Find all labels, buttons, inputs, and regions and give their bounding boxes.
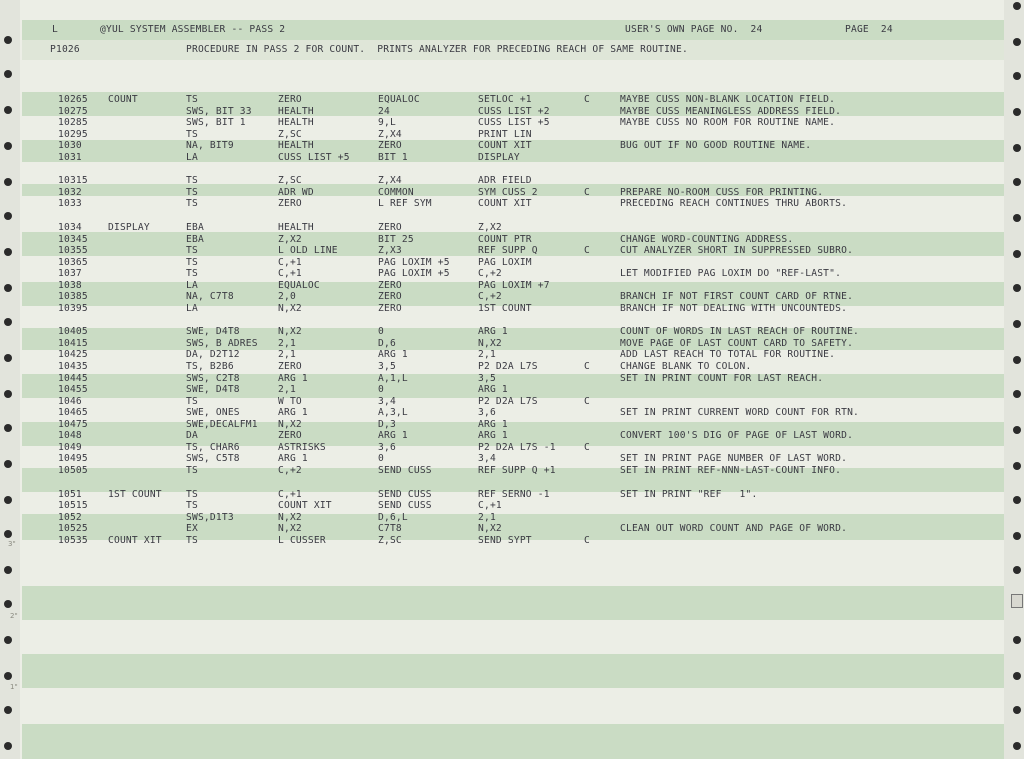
address-field-2: COMMON bbox=[378, 186, 414, 198]
address-field-2: ZERO bbox=[378, 140, 402, 152]
address-field-1: HEALTH bbox=[278, 105, 314, 117]
address-field-2: PAG LOXIM +5 bbox=[378, 268, 450, 280]
listing-line bbox=[0, 117, 1024, 129]
address-field-2: ARG 1 bbox=[378, 349, 408, 361]
line-number: 10525 bbox=[58, 523, 88, 535]
address-field-1: HEALTH bbox=[278, 140, 314, 152]
line-number: 10405 bbox=[58, 326, 88, 338]
listing-line bbox=[0, 106, 1024, 118]
cuss-flag: C bbox=[584, 94, 590, 105]
address-field-1: ZERO bbox=[278, 430, 302, 442]
users-page-number: USER'S OWN PAGE NO. 24 bbox=[625, 24, 763, 35]
line-number: 10355 bbox=[58, 245, 88, 257]
address-field-2: Z,SC bbox=[378, 534, 402, 546]
log-identifier: P1026 bbox=[50, 44, 80, 55]
tractor-hole bbox=[4, 36, 12, 44]
address-field-3: ARG 1 bbox=[478, 430, 508, 442]
remarks-field: BRANCH IF NOT FIRST COUNT CARD OF RTNE. bbox=[620, 291, 854, 303]
operation-field: TS bbox=[186, 186, 198, 198]
operation-field: SWS, B ADRES bbox=[186, 337, 258, 349]
cuss-flag: C bbox=[584, 361, 590, 372]
location-label: COUNT XIT bbox=[108, 534, 162, 546]
cuss-flag: C bbox=[584, 441, 590, 453]
address-field-3: 1ST COUNT bbox=[478, 302, 532, 314]
listing-line bbox=[0, 349, 1024, 361]
line-number: 10415 bbox=[58, 337, 88, 349]
location-label: 1ST COUNT bbox=[108, 488, 162, 500]
line-number: 10285 bbox=[58, 117, 88, 129]
address-field-1: C,+1 bbox=[278, 268, 302, 280]
operation-field: SWS,D1T3 bbox=[186, 511, 234, 523]
operation-field: LA bbox=[186, 302, 198, 314]
address-field-2: BIT 1 bbox=[378, 151, 408, 163]
remarks-field: SET IN PRINT REF-NNN-LAST-COUNT INFO. bbox=[620, 464, 842, 476]
address-field-2: D,6 bbox=[378, 337, 396, 349]
address-field-2: ZERO bbox=[378, 279, 402, 291]
operation-field: TS bbox=[186, 245, 198, 257]
address-field-1: W TO bbox=[278, 395, 302, 407]
operation-field: DA, D2T12 bbox=[186, 349, 240, 361]
line-number: 10315 bbox=[58, 175, 88, 187]
address-field-3: ARG 1 bbox=[478, 384, 508, 396]
listing-line bbox=[0, 198, 1024, 210]
address-field-3: P2 D2A L7S bbox=[478, 395, 538, 407]
tractor-hole bbox=[1013, 742, 1021, 750]
address-field-2: 3,5 bbox=[378, 361, 396, 372]
address-field-3: SEND SYPT bbox=[478, 534, 532, 546]
tractor-hole bbox=[4, 600, 12, 608]
address-field-1: N,X2 bbox=[278, 511, 302, 523]
listing-line bbox=[0, 140, 1024, 152]
address-field-2: 0 bbox=[378, 453, 384, 465]
address-field-2: A,3,L bbox=[378, 407, 408, 419]
address-field-1: ASTRISKS bbox=[278, 441, 326, 453]
address-field-2: 3,4 bbox=[378, 395, 396, 407]
address-field-3: CUSS LIST +5 bbox=[478, 117, 550, 129]
green-band bbox=[22, 586, 1004, 620]
listing-line bbox=[0, 523, 1024, 535]
remarks-field: COUNT OF WORDS IN LAST REACH OF ROUTINE. bbox=[620, 326, 860, 338]
address-field-1: CUSS LIST +5 bbox=[278, 151, 350, 163]
listing-line bbox=[0, 535, 1024, 547]
address-field-3: COUNT XIT bbox=[478, 140, 532, 152]
address-field-3: 2,1 bbox=[478, 511, 496, 523]
remarks-field: MAYBE CUSS NON-BLANK LOCATION FIELD. bbox=[620, 94, 836, 105]
remarks-field: MOVE PAGE OF LAST COUNT CARD TO SAFETY. bbox=[620, 337, 854, 349]
address-field-2: A,1,L bbox=[378, 372, 408, 384]
listing-line bbox=[0, 500, 1024, 512]
operation-field: TS bbox=[186, 94, 198, 105]
address-field-3: SETLOC +1 bbox=[478, 94, 532, 105]
tractor-hole bbox=[1013, 706, 1021, 714]
remarks-field: ADD LAST REACH TO TOTAL FOR ROUTINE. bbox=[620, 349, 836, 361]
address-field-1: C,+1 bbox=[278, 256, 302, 268]
address-field-2: ZERO bbox=[378, 221, 402, 233]
l-marker: L bbox=[52, 24, 58, 35]
operation-field: TS, CHAR6 bbox=[186, 441, 240, 453]
listing-line bbox=[0, 430, 1024, 442]
listing-line bbox=[0, 129, 1024, 141]
remarks-field: CHANGE WORD-COUNTING ADDRESS. bbox=[620, 233, 794, 245]
operation-field: SWE, ONES bbox=[186, 407, 240, 419]
address-field-3: 3,5 bbox=[478, 372, 496, 384]
operation-field: SWS, C2T8 bbox=[186, 372, 240, 384]
address-field-3: C,+2 bbox=[478, 268, 502, 280]
listing-line bbox=[0, 314, 1024, 326]
operation-field: EX bbox=[186, 523, 198, 535]
address-field-1: C,+2 bbox=[278, 464, 302, 476]
location-label: COUNT bbox=[108, 94, 138, 105]
address-field-1: ARG 1 bbox=[278, 372, 308, 384]
line-number: 1034 bbox=[58, 221, 82, 233]
address-field-2: Z,X3 bbox=[378, 245, 402, 257]
listing-line bbox=[0, 234, 1024, 246]
tractor-hole bbox=[4, 706, 12, 714]
listing-line bbox=[0, 280, 1024, 292]
address-field-1: 2,0 bbox=[278, 291, 296, 303]
listing-line bbox=[0, 465, 1024, 477]
location-label: DISPLAY bbox=[108, 221, 150, 233]
tractor-hole bbox=[4, 672, 12, 680]
operation-field: EBA bbox=[186, 221, 204, 233]
listing-line bbox=[0, 453, 1024, 465]
tractor-hole bbox=[1013, 566, 1021, 574]
address-field-3: ARG 1 bbox=[478, 418, 508, 430]
address-field-3: SYM CUSS 2 bbox=[478, 186, 538, 198]
address-field-2: PAG LOXIM +5 bbox=[378, 256, 450, 268]
operation-field: SWE, D4T8 bbox=[186, 326, 240, 338]
address-field-3: 2,1 bbox=[478, 349, 496, 361]
operation-field: TS bbox=[186, 534, 198, 546]
remarks-field: CHANGE BLANK TO COLON. bbox=[620, 361, 752, 372]
listing-line bbox=[0, 257, 1024, 269]
address-field-1: Z,SC bbox=[278, 128, 302, 140]
line-number: 10275 bbox=[58, 105, 88, 117]
operation-field: TS bbox=[186, 128, 198, 140]
address-field-2: EQUALOC bbox=[378, 94, 420, 105]
line-number: 10295 bbox=[58, 128, 88, 140]
address-field-1: ZERO bbox=[278, 94, 302, 105]
address-field-3: PAG LOXIM bbox=[478, 256, 532, 268]
listing-line bbox=[0, 94, 1024, 106]
remarks-field: LET MODIFIED PAG LOXIM DO "REF-LAST". bbox=[620, 268, 842, 280]
address-field-1: HEALTH bbox=[278, 221, 314, 233]
listing-line bbox=[0, 222, 1024, 234]
remarks-field: MAYBE CUSS MEANINGLESS ADDRESS FIELD. bbox=[620, 105, 842, 117]
operation-field: TS bbox=[186, 488, 198, 500]
operation-field: SWE, D4T8 bbox=[186, 384, 240, 396]
line-number: 10395 bbox=[58, 302, 88, 314]
address-field-1: Z,X2 bbox=[278, 233, 302, 245]
tractor-hole bbox=[4, 742, 12, 750]
listing-line bbox=[0, 303, 1024, 315]
address-field-1: 2,1 bbox=[278, 337, 296, 349]
address-field-1: ZERO bbox=[278, 361, 302, 372]
operation-field: SWS, BIT 1 bbox=[186, 117, 246, 129]
address-field-2: SEND CUSS bbox=[378, 488, 432, 500]
listing-line bbox=[0, 396, 1024, 408]
remarks-field: CONVERT 100'S DIG OF PAGE OF LAST WORD. bbox=[620, 430, 854, 442]
remarks-field: PRECEDING REACH CONTINUES THRU ABORTS. bbox=[620, 198, 848, 210]
tractor-hole bbox=[1013, 72, 1021, 80]
cuss-flag: C bbox=[584, 534, 590, 546]
remarks-field: BRANCH IF NOT DEALING WITH UNCOUNTEDS. bbox=[620, 302, 848, 314]
operation-field: LA bbox=[186, 151, 198, 163]
line-number: 1038 bbox=[58, 279, 82, 291]
remarks-field: CUT ANALYZER SHORT IN SUPPRESSED SUBRO. bbox=[620, 245, 854, 257]
operation-field: TS bbox=[186, 500, 198, 512]
tractor-hole bbox=[4, 70, 12, 78]
address-field-3: REF SUPP Q +1 bbox=[478, 464, 556, 476]
address-field-2: ZERO bbox=[378, 291, 402, 303]
address-field-1: N,X2 bbox=[278, 523, 302, 535]
address-field-3: PRINT LIN bbox=[478, 128, 532, 140]
tractor-hole bbox=[1013, 38, 1021, 46]
listing-line bbox=[0, 175, 1024, 187]
remarks-field: SET IN PRINT CURRENT WORD COUNT FOR RTN. bbox=[620, 407, 860, 419]
line-number: 10535 bbox=[58, 534, 88, 546]
address-field-3: ADR FIELD bbox=[478, 175, 532, 187]
address-field-1: N,X2 bbox=[278, 418, 302, 430]
address-field-2: 3,6 bbox=[378, 441, 396, 453]
green-band bbox=[22, 724, 1004, 759]
address-field-1: L CUSSER bbox=[278, 534, 326, 546]
listing-line bbox=[0, 419, 1024, 431]
listing-line bbox=[0, 326, 1024, 338]
remarks-field: CLEAN OUT WORD COUNT AND PAGE OF WORD. bbox=[620, 523, 848, 535]
address-field-1: 2,1 bbox=[278, 349, 296, 361]
address-field-1: EQUALOC bbox=[278, 279, 320, 291]
operation-field: DA bbox=[186, 430, 198, 442]
listing-line bbox=[0, 361, 1024, 373]
procedure-title: PROCEDURE IN PASS 2 FOR COUNT. PRINTS ANALYZER FOR PRECEDING REACH OF SAME ROUTINE. bbox=[186, 44, 688, 55]
cuss-flag: C bbox=[584, 395, 590, 407]
line-number: 1032 bbox=[58, 186, 82, 198]
listing-line bbox=[0, 384, 1024, 396]
address-field-3: CUSS LIST +2 bbox=[478, 105, 550, 117]
listing-line bbox=[0, 210, 1024, 222]
address-field-3: P2 D2A L7S bbox=[478, 361, 538, 372]
remarks-field: MAYBE CUSS NO ROOM FOR ROUTINE NAME. bbox=[620, 117, 836, 129]
address-field-2: L REF SYM bbox=[378, 198, 432, 210]
inch-mark-two: 2" bbox=[10, 612, 18, 620]
address-field-3: 3,6 bbox=[478, 407, 496, 419]
address-field-2: ARG 1 bbox=[378, 430, 408, 442]
assembler-title: @YUL SYSTEM ASSEMBLER -- PASS 2 bbox=[100, 24, 286, 35]
operation-field: TS bbox=[186, 175, 198, 187]
tractor-hole bbox=[4, 636, 12, 644]
remarks-field: BUG OUT IF NO GOOD ROUTINE NAME. bbox=[620, 140, 812, 152]
address-field-3: N,X2 bbox=[478, 523, 502, 535]
operation-field: SWE,DECALFM1 bbox=[186, 418, 258, 430]
listing-line bbox=[0, 268, 1024, 280]
listing-line bbox=[0, 477, 1024, 489]
address-field-3: ARG 1 bbox=[478, 326, 508, 338]
remarks-field: PREPARE NO-ROOM CUSS FOR PRINTING. bbox=[620, 186, 824, 198]
address-field-1: C,+1 bbox=[278, 488, 302, 500]
address-field-2: 0 bbox=[378, 384, 384, 396]
line-number: 10445 bbox=[58, 372, 88, 384]
address-field-3: COUNT XIT bbox=[478, 198, 532, 210]
listing-line bbox=[0, 338, 1024, 350]
address-field-3: REF SERNO -1 bbox=[478, 488, 550, 500]
operation-field: TS bbox=[186, 198, 198, 210]
address-field-2: C7T8 bbox=[378, 523, 402, 535]
line-number: 1030 bbox=[58, 140, 82, 152]
operation-field: NA, BIT9 bbox=[186, 140, 234, 152]
listing-line bbox=[0, 407, 1024, 419]
address-field-2: 24 bbox=[378, 105, 390, 117]
address-field-3: PAG LOXIM +7 bbox=[478, 279, 550, 291]
line-number: 10435 bbox=[58, 361, 88, 372]
line-number: 10385 bbox=[58, 291, 88, 303]
line-number: 10515 bbox=[58, 500, 88, 512]
address-field-1: N,X2 bbox=[278, 326, 302, 338]
tractor-hole bbox=[4, 566, 12, 574]
address-field-1: COUNT XIT bbox=[278, 500, 332, 512]
address-field-1: HEALTH bbox=[278, 117, 314, 129]
operation-field: TS, B2B6 bbox=[186, 361, 234, 372]
line-number: 10465 bbox=[58, 407, 88, 419]
address-field-2: D,3 bbox=[378, 418, 396, 430]
line-number: 1031 bbox=[58, 151, 82, 163]
line-number: 10345 bbox=[58, 233, 88, 245]
address-field-1: L OLD LINE bbox=[278, 245, 338, 257]
address-field-1: N,X2 bbox=[278, 302, 302, 314]
line-number: 10495 bbox=[58, 453, 88, 465]
address-field-1: Z,SC bbox=[278, 175, 302, 187]
line-number: 1048 bbox=[58, 430, 82, 442]
page-number: PAGE 24 bbox=[845, 24, 893, 35]
operation-field: SWS, BIT 33 bbox=[186, 105, 252, 117]
listing-line bbox=[0, 187, 1024, 199]
address-field-1: ZERO bbox=[278, 198, 302, 210]
operation-field: SWS, C5T8 bbox=[186, 453, 240, 465]
line-number: 10505 bbox=[58, 464, 88, 476]
address-field-3: C,+2 bbox=[478, 291, 502, 303]
line-number: 10455 bbox=[58, 384, 88, 396]
line-number: 1049 bbox=[58, 441, 82, 453]
line-number: 1033 bbox=[58, 198, 82, 210]
line-number: 10425 bbox=[58, 349, 88, 361]
operation-field: TS bbox=[186, 268, 198, 280]
line-number: 10475 bbox=[58, 418, 88, 430]
address-field-3: 3,4 bbox=[478, 453, 496, 465]
address-field-1: ARG 1 bbox=[278, 453, 308, 465]
operation-field: NA, C7T8 bbox=[186, 291, 234, 303]
address-field-1: 2,1 bbox=[278, 384, 296, 396]
address-field-3: DISPLAY bbox=[478, 151, 520, 163]
line-number: 10365 bbox=[58, 256, 88, 268]
address-field-1: ARG 1 bbox=[278, 407, 308, 419]
listing-line bbox=[0, 152, 1024, 164]
listing-line bbox=[0, 163, 1024, 175]
operation-field: LA bbox=[186, 279, 198, 291]
address-field-2: 0 bbox=[378, 326, 384, 338]
remarks-field: SET IN PRINT "REF 1". bbox=[620, 488, 758, 500]
address-field-3: COUNT PTR bbox=[478, 233, 532, 245]
operation-field: TS bbox=[186, 256, 198, 268]
remarks-field: SET IN PRINT PAGE NUMBER OF LAST WORD. bbox=[620, 453, 848, 465]
address-field-2: 9,L bbox=[378, 117, 396, 129]
tractor-hole bbox=[1013, 672, 1021, 680]
cuss-flag: C bbox=[584, 245, 590, 257]
listing-line bbox=[0, 489, 1024, 501]
listing-line bbox=[0, 512, 1024, 524]
tractor-hole bbox=[1013, 2, 1021, 10]
listing-line bbox=[0, 245, 1024, 257]
operation-field: TS bbox=[186, 464, 198, 476]
listing-line bbox=[0, 442, 1024, 454]
inch-mark-one: 1" bbox=[10, 683, 18, 691]
address-field-2: Z,X4 bbox=[378, 128, 402, 140]
address-field-3: Z,X2 bbox=[478, 221, 502, 233]
line-number: 1046 bbox=[58, 395, 82, 407]
line-number: 1052 bbox=[58, 511, 82, 523]
green-band bbox=[22, 654, 1004, 688]
address-field-2: SEND CUSS bbox=[378, 500, 432, 512]
line-number: 10265 bbox=[58, 94, 88, 105]
remarks-field: SET IN PRINT COUNT FOR LAST REACH. bbox=[620, 372, 824, 384]
address-field-3: P2 D2A L7S -1 bbox=[478, 441, 556, 453]
address-field-3: C,+1 bbox=[478, 500, 502, 512]
address-field-2: Z,X4 bbox=[378, 175, 402, 187]
page-marker-box bbox=[1011, 594, 1023, 608]
address-field-3: N,X2 bbox=[478, 337, 502, 349]
line-number: 1051 bbox=[58, 488, 82, 500]
inch-mark-three: 3" bbox=[8, 540, 16, 548]
address-field-2: BIT 25 bbox=[378, 233, 414, 245]
line-number: 1037 bbox=[58, 268, 82, 280]
listing-line bbox=[0, 291, 1024, 303]
operation-field: EBA bbox=[186, 233, 204, 245]
operation-field: TS bbox=[186, 395, 198, 407]
address-field-1: ADR WD bbox=[278, 186, 314, 198]
address-field-2: D,6,L bbox=[378, 511, 408, 523]
address-field-2: SEND CUSS bbox=[378, 464, 432, 476]
address-field-2: ZERO bbox=[378, 302, 402, 314]
tractor-hole bbox=[1013, 636, 1021, 644]
listing-line bbox=[0, 373, 1024, 385]
cuss-flag: C bbox=[584, 186, 590, 198]
address-field-3: REF SUPP Q bbox=[478, 245, 538, 257]
